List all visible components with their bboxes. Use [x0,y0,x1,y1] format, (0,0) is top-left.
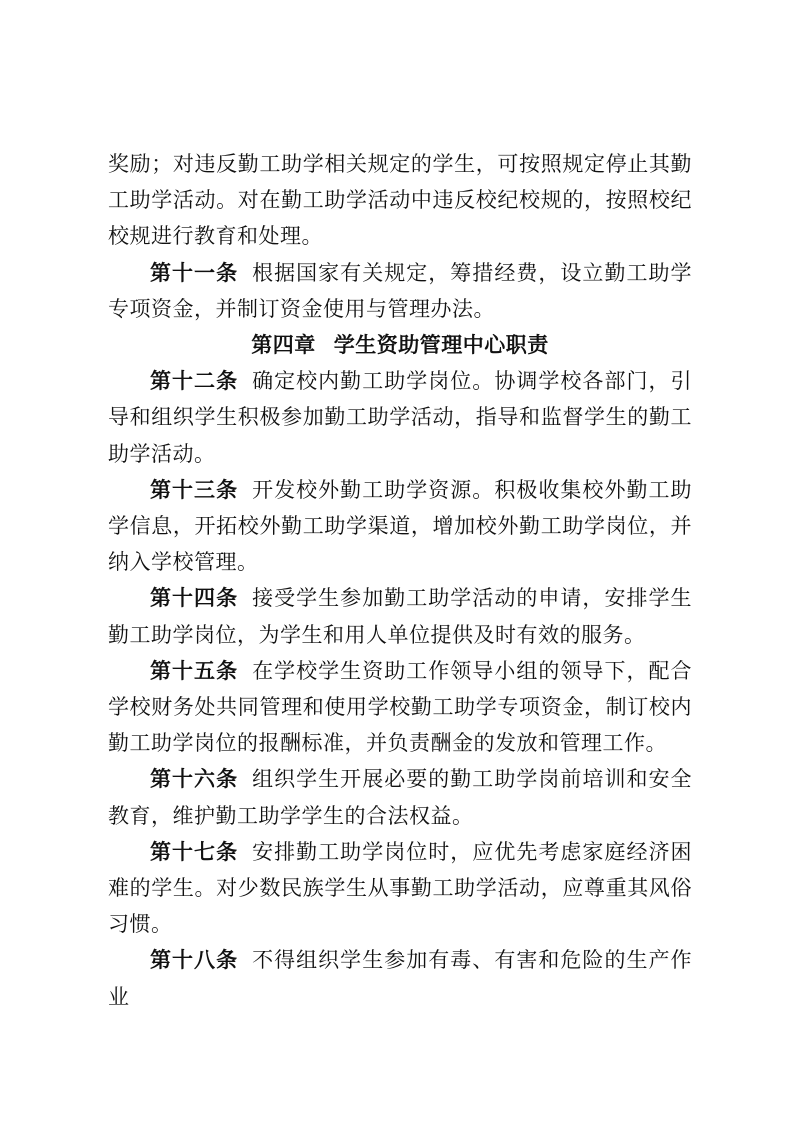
article-16 [108,761,692,833]
article-text: 组织学生开展必要的勤工助学岗前培训和安全教育，维护勤工助学学生的合法权益。 [108,767,693,828]
document-body [108,146,692,1015]
article-number: 第十五条 [150,658,239,683]
article-text: 安排勤工助学岗位时，应优先考虑家庭经济困难的学生。对少数民族学生从事勤工助学活动，应尊重其风俗习惯。 [108,839,693,937]
article-text: 在学校学生资助工作领导小组的领导下，配合学校财务处共同管理和使用学校勤工助学专项资金，制订校内勤工助学岗位的报酬标准，并负责酬金的发放和管理工作。 [108,658,693,756]
article-number: 第十六条 [150,767,239,792]
chapter-number: 第四章 [251,333,316,358]
article-number: 第十八条 [150,948,239,973]
chapter-heading [108,327,692,363]
article-number: 第十一条 [150,260,239,285]
article-text: 开发校外勤工助学资源。积极收集校外勤工助学信息，开拓校外勤工助学渠道，增加校外勤工助学岗位，并纳入学校管理。 [108,477,693,575]
article-text: 不得组织学生参加有毒、有害和危险的生产作业 [108,948,693,1009]
article-number: 第十四条 [150,586,239,611]
chapter-title: 学生资助管理中心职责 [333,333,549,358]
article-11 [108,255,692,327]
article-number: 第十二条 [150,369,239,394]
intro-paragraph: 奖励；对违反勤工助学相关规定的学生，可按照规定停止其勤工助学活动。对在勤工助学活动中违反校纪校规的，按照校纪校规进行教育和处理。 [108,152,692,249]
article-12 [108,363,692,472]
article-17 [108,834,692,943]
article-14 [108,580,692,652]
article-number: 第十三条 [150,477,239,502]
article-13 [108,472,692,581]
article-number: 第十七条 [150,839,239,864]
article-text: 确定校内勤工助学岗位。协调学校各部门，引导和组织学生积极参加勤工助学活动，指导和监督学生的勤工助学活动。 [108,369,693,466]
article-18 [108,942,692,1014]
article-text: 接受学生参加勤工助学活动的申请，安排学生勤工助学岗位，为学生和用人单位提供及时有效的服务。 [108,586,693,647]
article-15 [108,653,692,762]
article-text: 根据国家有关规定，筹措经费，设立勤工助学专项资金，并制订资金使用与管理办法。 [108,260,693,321]
